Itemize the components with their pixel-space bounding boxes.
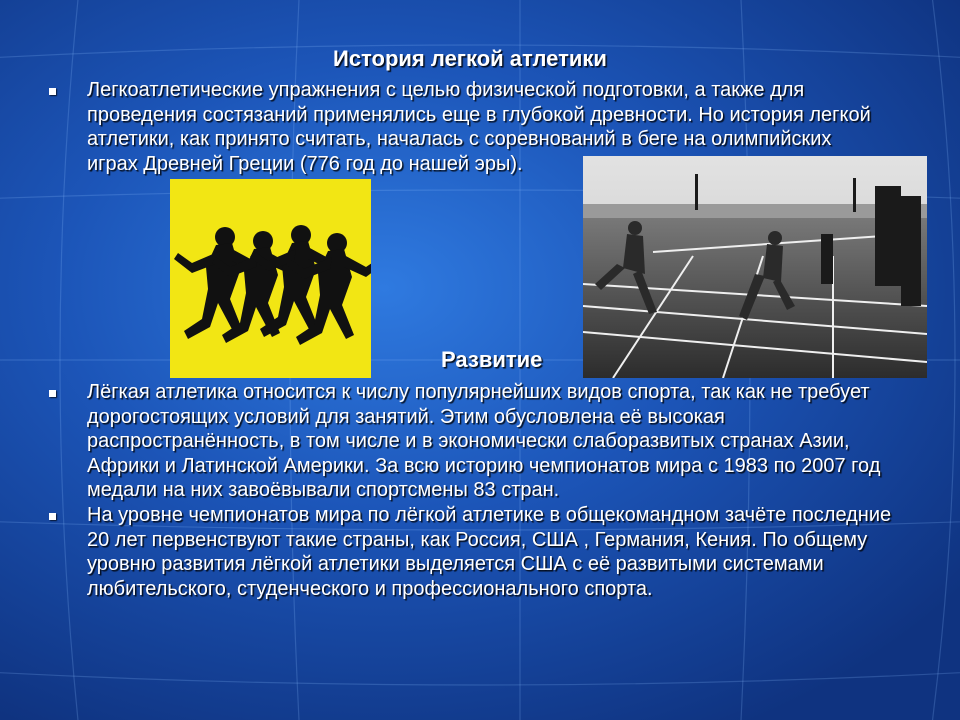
paragraph-line: играх Древней Греции (776 год до нашей эры). — [87, 152, 523, 175]
bullet-3 — [49, 513, 56, 520]
section-title-development: Развитие — [441, 347, 543, 372]
greek-runners-image — [170, 179, 371, 378]
paragraph-line: На уровне чемпионатов мира по лёгкой атлетике в общекомандном зачёте последние — [87, 504, 892, 526]
bullet-1 — [49, 88, 56, 95]
paragraph-line: уровню развития лёгкой атлетики выделяется США с её развитыми системами — [87, 553, 824, 575]
paragraph-line: 20 лет первенствуют такие страны, как Россия, США , Германия, Кения. По общему — [87, 528, 868, 551]
slide-title: История легкой атлетики — [333, 46, 607, 71]
track-race-photo — [583, 156, 927, 378]
paragraph-line: проведения состязаний применялись еще в глубокой древности. Но история легкой — [87, 103, 871, 126]
paragraph-line: дорогостоящих условий для занятий. Этим обусловлена её высокая — [87, 405, 725, 428]
paragraph-line: Легкоатлетические упражнения с целью физической подготовки, а также для — [87, 79, 805, 101]
paragraph-line: Африки и Латинской Америки. За всю историю чемпионатов мира с 1983 по 2007 год — [87, 454, 881, 477]
bullet-2 — [49, 390, 56, 397]
paragraph-line: распространённость, в том числе и в экономически слаборазвитых странах Азии, — [87, 430, 850, 452]
paragraph-line: Лёгкая атлетика относится к числу популярнейших видов спорта, так как не требует — [87, 381, 870, 403]
paragraph-popularity — [87, 380, 880, 503]
paragraph-championships — [87, 503, 891, 601]
paragraph-line: медали на них завоёвывали спортсмены 83 стран. — [87, 479, 560, 501]
paragraph-line: атлетики, как принято считать, началась с соревнований в беге на олимпийских — [87, 128, 832, 150]
paragraph-line: любительского, студенческого и профессионального спорта. — [87, 577, 653, 600]
